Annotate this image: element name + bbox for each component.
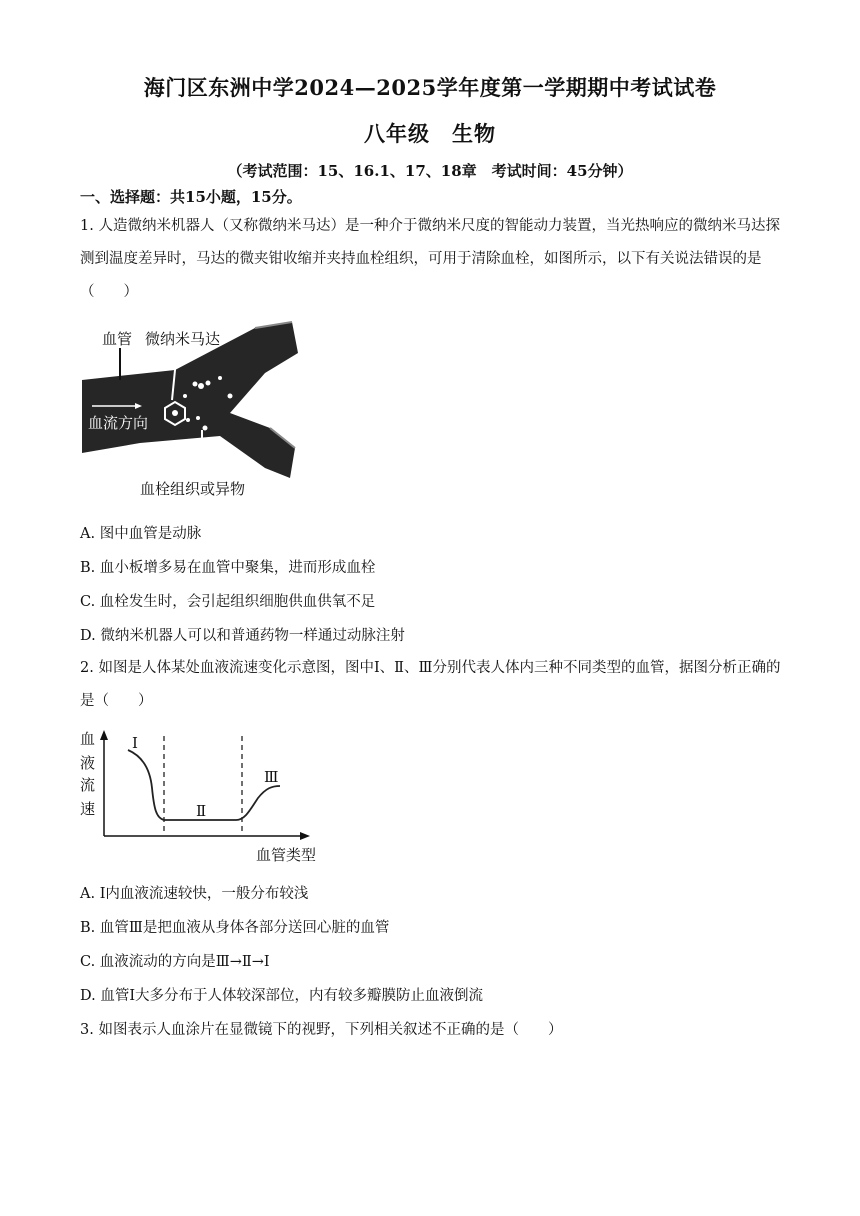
ylabel-char-1: 血 xyxy=(80,730,96,748)
label-clot: 血栓组织或异物 xyxy=(140,480,246,498)
ylabel-char-4: 速 xyxy=(80,800,96,818)
label-vessel: 血管 xyxy=(102,330,133,348)
q1-option-b: B. 血小板增多易在血管中聚集，进而形成血栓 xyxy=(80,560,376,576)
q2-option-a: A. Ⅰ内血液流速较快，一般分布较浅 xyxy=(80,886,309,902)
q1-option-c: C. 血栓发生时，会引起组织细胞供血供氧不足 xyxy=(80,594,376,610)
section-heading: 一、选择题：共15小题，15分。 xyxy=(80,188,302,206)
region-label-3: Ⅲ xyxy=(264,768,279,786)
q2-option-b: B. 血管Ⅲ是把血液从身体各部分送回心脏的血管 xyxy=(80,920,390,936)
question-2-figure xyxy=(80,728,325,868)
question-2-stem: 2. 如图是人体某处血液流速变化示意图，图中Ⅰ、Ⅱ、Ⅲ分别代表人体内三种不同类型的血管，据图分析正确的是（ ） xyxy=(80,660,781,709)
exam-title: 海门区东洲中学2024—2025学年度第一学期期中考试试卷 xyxy=(143,75,717,100)
question-1-figure xyxy=(80,318,302,503)
ylabel-char-2: 液 xyxy=(80,754,96,772)
ylabel-char-3: 流 xyxy=(80,776,96,794)
label-motor: 微纳米马达 xyxy=(145,330,221,348)
q2-option-c: C. 血液流动的方向是Ⅲ→Ⅱ→Ⅰ xyxy=(80,954,270,970)
question-1-stem: 1. 人造微纳米机器人（又称微纳米马达）是一种介于微纳米尺度的智能动力装置，当光热响应的微纳米马达探测到温度差异时，马达的微夹钳收缩并夹持血栓组织，可用于清除血栓，如图所示，以下有关说法错误的是（ ） xyxy=(80,218,780,300)
x-axis-label: 血管类型 xyxy=(256,846,317,864)
exam-subtitle: 八年级 生物 xyxy=(364,121,496,146)
region-label-1: Ⅰ xyxy=(132,734,138,752)
q2-option-d: D. 血管Ⅰ大多分布于人体较深部位，内有较多瓣膜防止血液倒流 xyxy=(80,988,484,1004)
label-flow: 血流方向 xyxy=(88,414,149,432)
question-3-stem: 3. 如图表示人血涂片在显微镜下的视野，下列相关叙述不正确的是（ ） xyxy=(80,1022,563,1038)
q1-option-a: A. 图中血管是动脉 xyxy=(80,526,202,542)
q1-option-d: D. 微纳米机器人可以和普通药物一样通过动脉注射 xyxy=(80,628,405,644)
exam-info: （考试范围：15、16.1、17、18章 考试时间：45分钟） xyxy=(227,162,633,180)
region-label-2: Ⅱ xyxy=(196,802,207,820)
